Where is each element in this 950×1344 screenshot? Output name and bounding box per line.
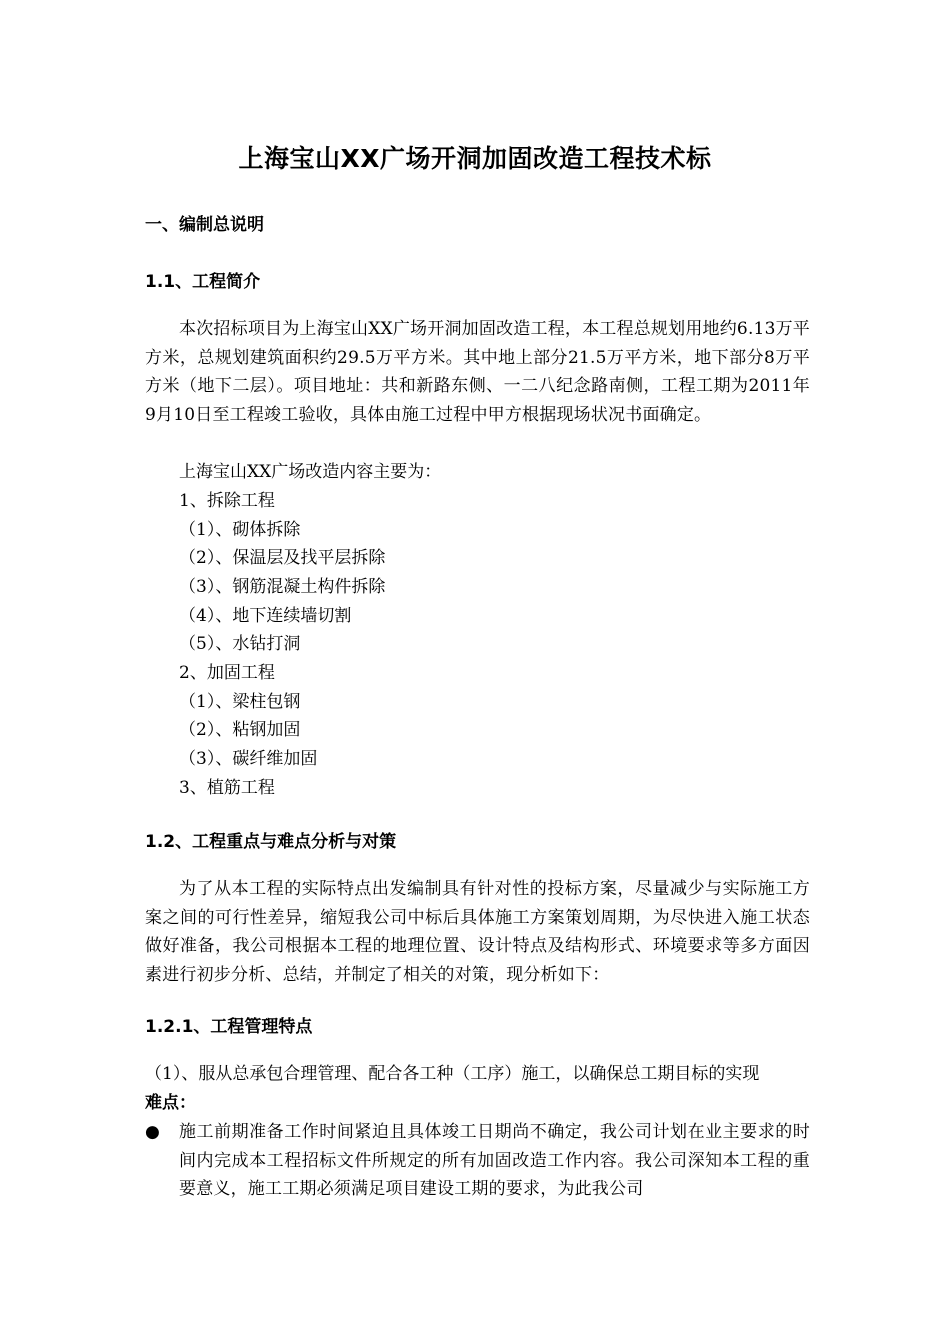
intro-paragraph: 本次招标项目为上海宝山XX广场开洞加固改造工程，本工程总规划用地约6.13万平方米，总规划建筑面积约29.5万平方米。其中地上部分21.5万平方米，地下部分8万平方米（地下二层）。项目地址：共和新路东侧、一二八纪念路南侧，工程工期为2011年9月10日至工程竣工验收，具体由施工过程中甲方根据现场状况书面确定。	[145, 319, 810, 425]
bullet-icon: ●	[145, 1122, 160, 1142]
scope-item-3: 3、植筋工程	[179, 778, 275, 798]
point-1: （1）、服从总承包合理管理、配合各工种（工序）施工，以确保总工期目标的实现	[145, 1064, 760, 1084]
scope-subitem: （2）、粘钢加固	[179, 720, 301, 740]
scope-subitem: （5）、水钻打洞	[179, 634, 301, 654]
section-heading-1-2-1: 1.2.1、工程管理特点	[145, 1017, 313, 1037]
document-title: 上海宝山XX广场开洞加固改造工程技术标	[238, 144, 712, 173]
section-heading-1-1: 1.1、工程简介	[145, 272, 261, 292]
scope-subitem: （1）、梁柱包钢	[179, 692, 301, 712]
bullet-text: 施工前期准备工作时间紧迫且具体竣工日期尚不确定，我公司计划在业主要求的时间内完成本工程招标文件所规定的所有加固改造工作内容。我公司深知本工程的重要意义，施工工期必须满足项目建设工期的要求，为此我公司	[179, 1122, 810, 1200]
scope-item-2: 2、加固工程	[179, 663, 275, 683]
scope-subitem: （4）、地下连续墙切割	[179, 606, 352, 626]
scope-subitem: （1）、砌体拆除	[179, 520, 301, 540]
scope-subitem: （2）、保温层及找平层拆除	[179, 548, 386, 568]
analysis-paragraph: 为了从本工程的实际特点出发编制具有针对性的投标方案，尽量减少与实际施工方案之间的可行性差异，缩短我公司中标后具体施工方案策划周期，为尽快进入施工状态做好准备，我公司根据本工程的地理位置、设计特点及结构形式、环境要求等多方面因素进行初步分析、总结，并制定了相关的对策，现分析如下：	[145, 879, 810, 985]
scope-subitem: （3）、钢筋混凝土构件拆除	[179, 577, 386, 597]
scope-intro: 上海宝山XX广场改造内容主要为：	[179, 462, 442, 482]
scope-item-1: 1、拆除工程	[179, 491, 275, 511]
section-heading-1: 一、编制总说明	[145, 215, 264, 235]
difficulty-label: 难点：	[145, 1093, 196, 1113]
section-heading-1-2: 1.2、工程重点与难点分析与对策	[145, 832, 397, 852]
scope-subitem: （3）、碳纤维加固	[179, 749, 318, 769]
